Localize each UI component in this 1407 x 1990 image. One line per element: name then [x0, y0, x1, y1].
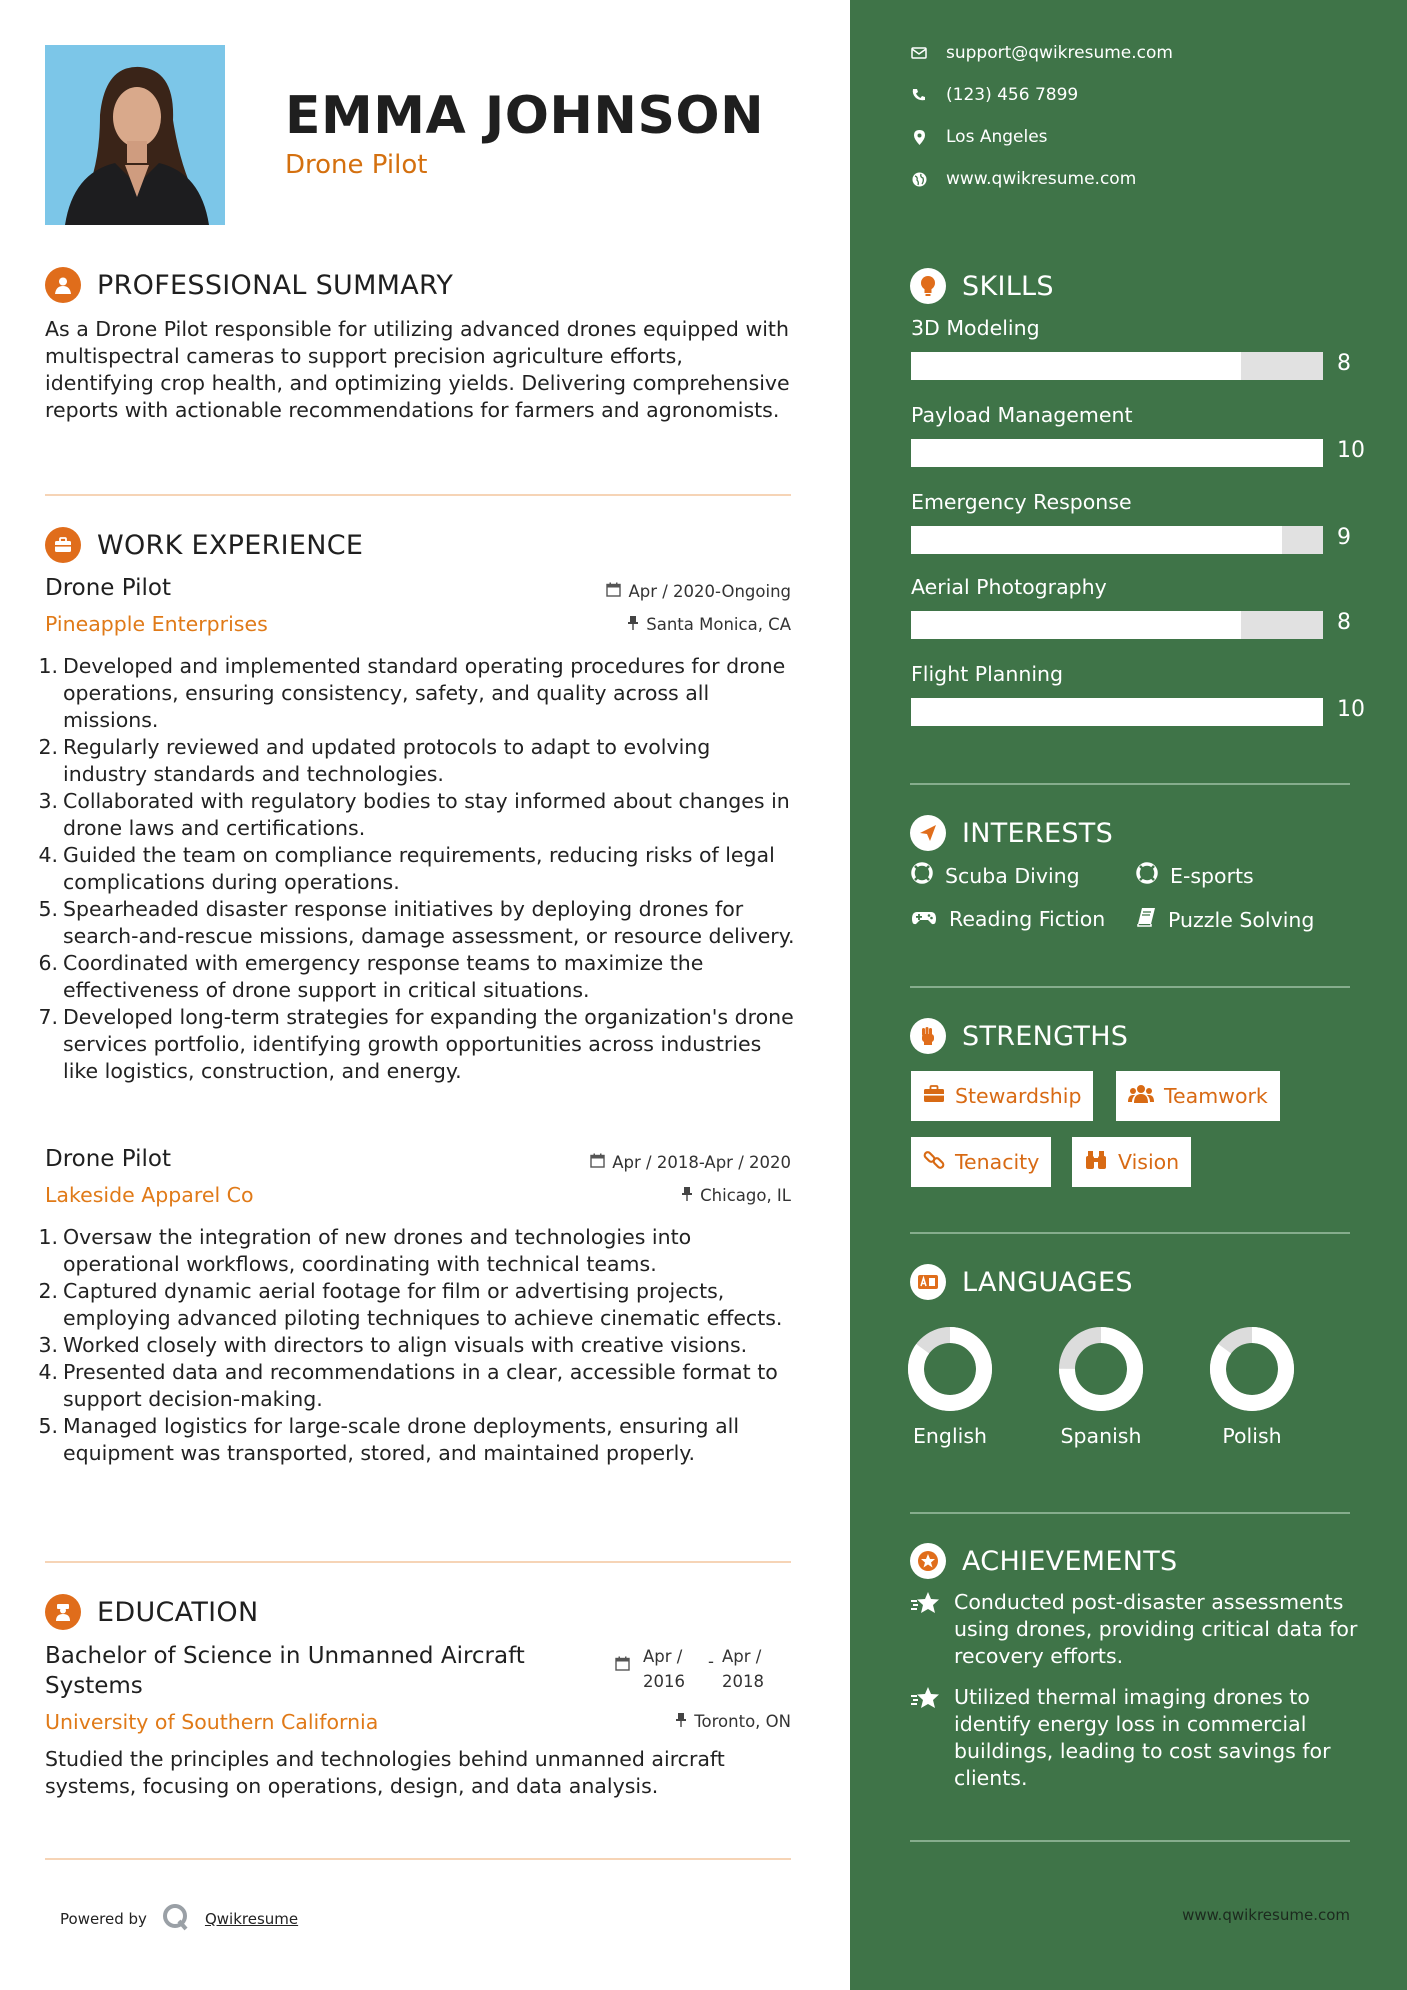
language-name: English [912, 1424, 988, 1448]
list-item: 3. Worked closely with directors to align visuals with creative visions. [38, 1333, 748, 1357]
list-item: 4. Guided the team on compliance requirements, reducing risks of legal complications during operations. [38, 843, 775, 894]
summary-header [45, 267, 453, 303]
fist-icon [910, 1018, 946, 1054]
envelope-icon [910, 47, 928, 59]
pin-icon [681, 1186, 693, 1205]
education-location [675, 1712, 791, 1731]
work-title: WORK EXPERIENCE [97, 529, 364, 561]
job-dates-text: Apr / 2018-Apr / 2020 [612, 1153, 791, 1172]
lifebuoy-icon [1136, 862, 1158, 889]
languages-header [910, 1264, 1133, 1300]
section-divider [45, 1858, 791, 1860]
contact-email[interactable]: support@qwikresume.com [910, 43, 1173, 63]
interest-item: Reading Fiction [911, 907, 1105, 931]
list-item: 7. Developed long-term strategies for expanding the organization's drone services portfolio, identifying growth opportunities across industries like logistics, construction, and energy. [38, 1005, 794, 1083]
sidebar-divider [910, 1840, 1350, 1842]
star-icon [910, 1589, 942, 1670]
skill-bar [911, 526, 1323, 554]
skill-value: 10 [1337, 438, 1365, 463]
language-name: Spanish [1060, 1424, 1142, 1448]
contact-location: Los Angeles [910, 127, 1048, 147]
work-header [45, 527, 363, 563]
link-icon [923, 1149, 945, 1176]
job-dates [606, 582, 791, 601]
candidate-name: EMMA JOHNSON [285, 86, 765, 146]
interest-item: E-sports [1136, 862, 1254, 889]
list-item: 5. Spearheaded disaster response initiatives by deploying drones for search-and-rescue missions, damage assessment, or resource delivery. [38, 897, 795, 948]
calendar-icon [590, 1153, 605, 1172]
skill-name: Payload Management [911, 403, 1133, 427]
language-donut [1207, 1324, 1297, 1414]
skills-title: SKILLS [962, 270, 1054, 302]
briefcase-icon [923, 1084, 945, 1108]
star-icon [910, 1684, 942, 1792]
book-icon [1136, 907, 1156, 932]
education-header [45, 1594, 258, 1630]
skill-name: Aerial Photography [911, 575, 1107, 599]
job-location [627, 615, 791, 634]
language-donut [1056, 1324, 1146, 1414]
brand-link[interactable]: Qwikresume [204, 1910, 299, 1928]
candidate-role: Drone Pilot [285, 150, 428, 180]
powered-label: Powered by [60, 1910, 147, 1928]
strengths-title: STRENGTHS [962, 1020, 1129, 1052]
degree-title: Bachelor of Science in Unmanned Aircraft Systems [45, 1643, 525, 1699]
skills-header [910, 268, 1054, 304]
job-location-text: Chicago, IL [700, 1186, 791, 1205]
user-icon [45, 267, 81, 303]
job-title: Drone Pilot [45, 1146, 172, 1172]
calendar-icon [606, 582, 621, 601]
end-year: 2018 [721, 1672, 764, 1691]
job-location [681, 1186, 791, 1205]
interests-header [910, 815, 1113, 851]
list-item: 1. Oversaw the integration of new drones and technologies into operational workflows, coordinating with technical teams. [38, 1225, 692, 1276]
date-dash: - [708, 1652, 714, 1671]
gamepad-icon [911, 907, 937, 931]
skill-bar-fill [911, 526, 1282, 554]
pin-icon [675, 1712, 687, 1731]
skill-name: 3D Modeling [911, 316, 1040, 340]
list-item: 2. Captured dynamic aerial footage for film or advertising projects, employing advanced piloting techniques to achieve cinematic effects. [38, 1279, 783, 1330]
education-location-text: Toronto, ON [694, 1712, 791, 1731]
sidebar [850, 0, 1407, 1990]
strength-tag: Stewardship [911, 1071, 1093, 1121]
strength-tag: Teamwork [1116, 1071, 1280, 1121]
achievement-item: Utilized thermal imaging drones to identify energy loss in commercial buildings, leading to cost savings for clients. [910, 1684, 1370, 1792]
star-badge-icon [910, 1543, 946, 1579]
list-item: 5. Managed logistics for large-scale drone deployments, ensuring all equipment was transported, stored, and maintained properly. [38, 1414, 740, 1465]
graduate-icon [45, 1594, 81, 1630]
globe-icon [910, 172, 928, 187]
lifebuoy-icon [911, 862, 933, 889]
users-icon [1128, 1084, 1154, 1109]
job-location-text: Santa Monica, CA [646, 615, 791, 634]
start-year: 2016 [643, 1672, 685, 1691]
list-item: 1. Developed and implemented standard operating procedures for drone operations, ensuring consistency, safety, and quality across all missions. [38, 654, 786, 732]
skill-bar-fill [911, 352, 1241, 380]
pin-icon [627, 615, 639, 634]
section-divider [45, 1561, 791, 1563]
contact-website[interactable]: www.qwikresume.com [910, 169, 1136, 189]
list-item: 4. Presented data and recommendations in a clear, accessible format to support decision-making. [38, 1360, 778, 1411]
language-item [1046, 1324, 1156, 1448]
education-title: EDUCATION [97, 1596, 259, 1628]
map-marker-icon [910, 130, 928, 145]
job-company: Pineapple Enterprises [45, 612, 268, 636]
skill-bar [911, 698, 1323, 726]
language-item [895, 1324, 1005, 1448]
skill-name: Emergency Response [911, 490, 1132, 514]
skill-bar-fill [911, 698, 1323, 726]
strengths-header [910, 1018, 1128, 1054]
calendar-icon [615, 1644, 630, 1675]
education-dates [615, 1644, 764, 1694]
strength-tag: Vision [1072, 1137, 1191, 1187]
language-name: Polish [1222, 1424, 1282, 1448]
qwikresume-logo-icon [161, 1902, 191, 1936]
interests-title: INTERESTS [962, 817, 1114, 849]
school-name: University of Southern California [45, 1710, 379, 1734]
skill-value: 8 [1337, 351, 1351, 376]
job-duties [35, 653, 800, 1085]
start-month: Apr / [643, 1647, 683, 1666]
skill-name: Flight Planning [911, 662, 1064, 686]
lightbulb-icon [910, 268, 946, 304]
translate-icon [910, 1264, 946, 1300]
sidebar-divider [910, 1232, 1350, 1234]
achievement-item: Conducted post-disaster assessments using drones, providing critical data for recovery efforts. [910, 1589, 1370, 1670]
job-dates-text: Apr / 2020-Ongoing [628, 582, 791, 601]
skill-bar-fill [911, 611, 1241, 639]
end-month: Apr / [721, 1647, 762, 1666]
job-dates [590, 1153, 791, 1172]
skill-bar [911, 352, 1323, 380]
skill-bar [911, 439, 1323, 467]
strength-tag: Tenacity [911, 1137, 1051, 1187]
footer-site-link[interactable]: www.qwikresume.com [1182, 1906, 1350, 1924]
skill-bar-fill [911, 439, 1323, 467]
language-item [1197, 1324, 1307, 1448]
skill-value: 8 [1337, 610, 1351, 635]
powered-by [60, 1902, 298, 1936]
binoculars-icon [1084, 1150, 1108, 1175]
achievements-title: ACHIEVEMENTS [962, 1545, 1178, 1577]
contact-phone[interactable]: (123) 456 7899 [910, 85, 1078, 105]
briefcase-icon [45, 527, 81, 563]
job-title: Drone Pilot [45, 575, 172, 601]
education-text: Studied the principles and technologies behind unmanned aircraft systems, focusing on operations, design, and data analysis. [45, 1747, 725, 1798]
sidebar-divider [910, 783, 1350, 785]
summary-text: As a Drone Pilot responsible for utilizing advanced drones equipped with multispectral cameras to support precision agriculture efforts, identifying crop health, and optimizing yields. Delivering comprehensive reports with actionable recommendations for farmers and agronomists. [45, 317, 790, 422]
language-donut [905, 1324, 995, 1414]
achievements-header [910, 1543, 1178, 1579]
profile-photo [45, 45, 225, 225]
list-item: 6. Coordinated with emergency response teams to maximize the effectiveness of drone support in critical situations. [38, 951, 704, 1002]
interest-item: Puzzle Solving [1136, 907, 1314, 932]
phone-icon [910, 88, 928, 102]
list-item: 2. Regularly reviewed and updated protocols to adapt to evolving industry standards and technologies. [38, 735, 711, 786]
interest-item: Scuba Diving [911, 862, 1080, 889]
section-divider [45, 494, 791, 496]
languages-title: LANGUAGES [962, 1266, 1133, 1298]
sidebar-divider [910, 1512, 1350, 1514]
skill-bar [911, 611, 1323, 639]
skill-value: 9 [1337, 525, 1351, 550]
skill-value: 10 [1337, 697, 1365, 722]
list-item: 3. Collaborated with regulatory bodies to stay informed about changes in drone laws and certifications. [38, 789, 790, 840]
paper-plane-icon [910, 815, 946, 851]
job-company: Lakeside Apparel Co [45, 1183, 254, 1207]
job-duties [35, 1224, 800, 1467]
sidebar-divider [910, 986, 1350, 988]
summary-title: PROFESSIONAL SUMMARY [97, 269, 454, 301]
